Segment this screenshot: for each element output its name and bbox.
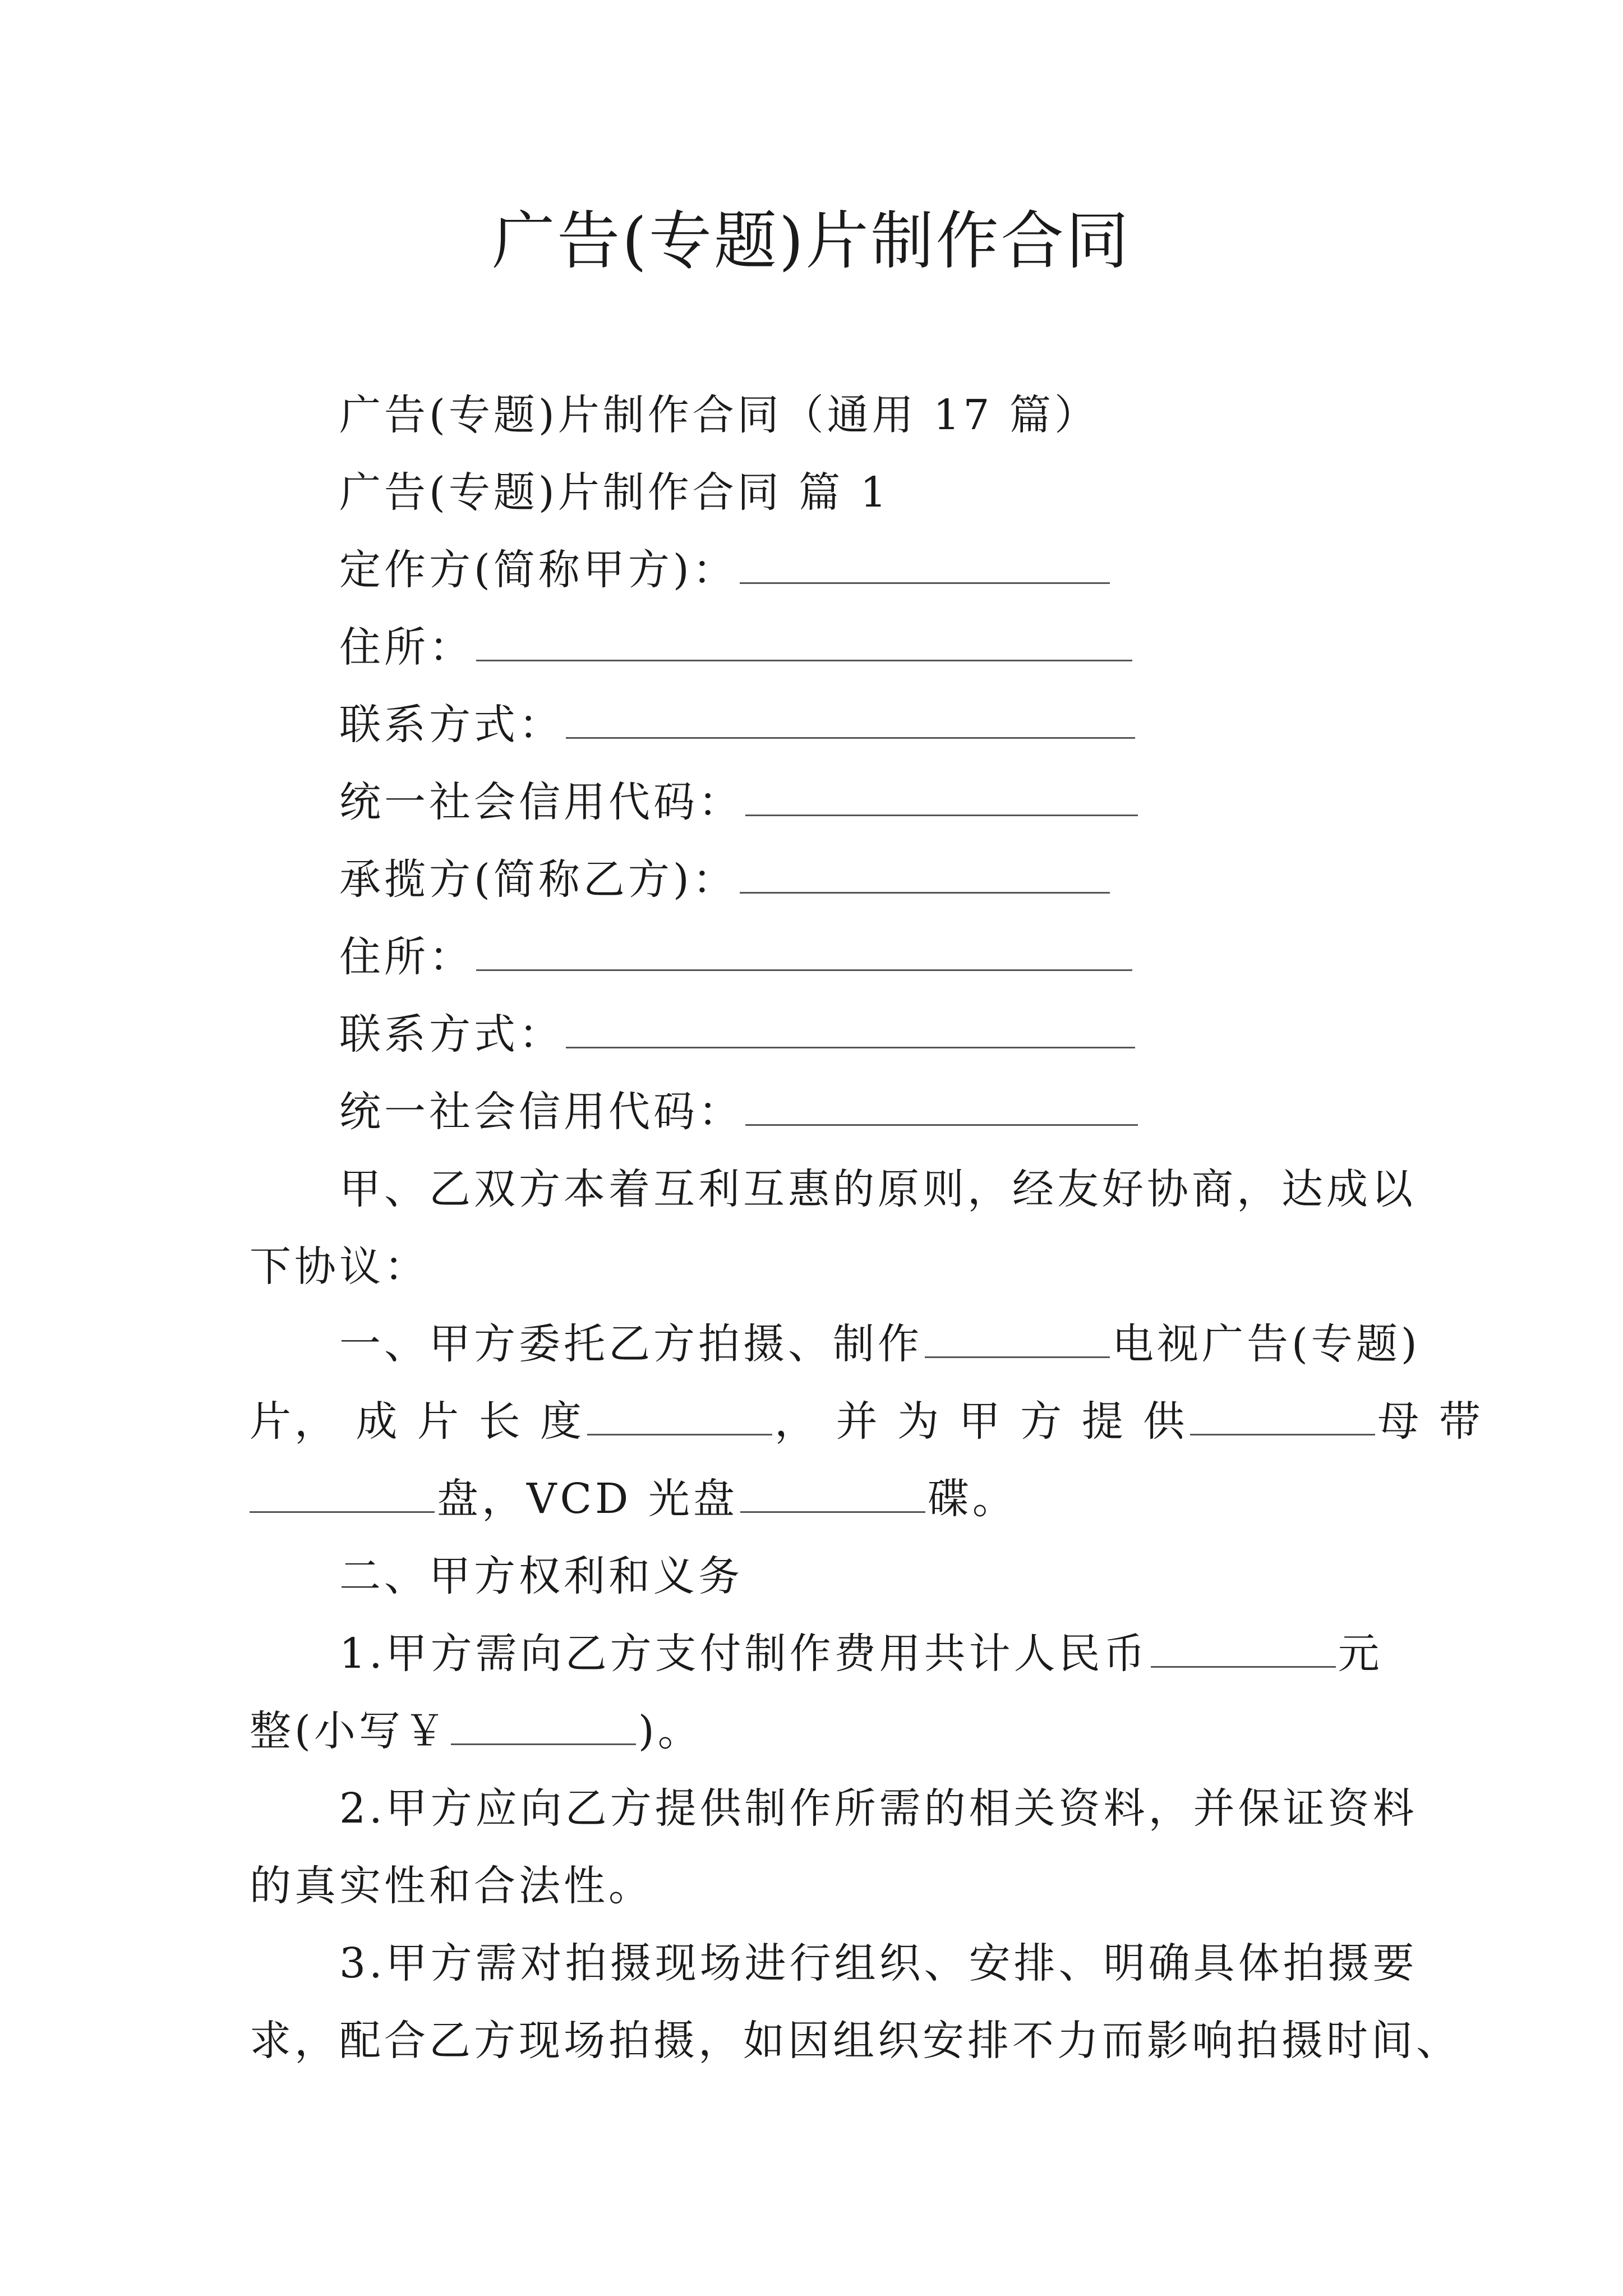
party-b-credit-code-label: 统一社会信用代码： bbox=[339, 1088, 743, 1136]
item-1-text-c: 整(小写￥ bbox=[250, 1707, 449, 1755]
party-a-name-label: 定作方(简称甲方)： bbox=[339, 546, 737, 594]
clause-1-text-d: ， 并 为 甲 方 提 供 bbox=[774, 1397, 1188, 1446]
clause-1-text-f: 盘，VCD 光盘 bbox=[437, 1475, 738, 1523]
section-heading: 广告(专题)片制作合同 篇 1 bbox=[339, 468, 890, 517]
party-a-name-blank bbox=[740, 547, 1110, 584]
clause-1-blank-master-tape bbox=[1190, 1399, 1375, 1435]
document-title: 广告(专题)片制作合同 bbox=[492, 205, 1131, 278]
party-a-name-row bbox=[339, 542, 1112, 598]
clause-2-heading: 二、甲方权利和义务 bbox=[339, 1552, 743, 1600]
clause-1-text-c: 片， 成 片 长 度 bbox=[250, 1397, 585, 1446]
party-b-contact-row bbox=[339, 1006, 1137, 1062]
item-3-line-1: 3.甲方需对拍摄现场进行组织、安排、明确具体拍摄要 bbox=[339, 1939, 1418, 1987]
item-2-line-2: 的真实性和合法性。 bbox=[250, 1862, 653, 1910]
item-2-line-1: 2.甲方应向乙方提供制作所需的相关资料，并保证资料 bbox=[339, 1784, 1418, 1833]
item-1-blank-amount bbox=[1151, 1631, 1336, 1668]
party-a-credit-code-row bbox=[339, 774, 1140, 830]
item-1-text-b: 元 bbox=[1338, 1630, 1383, 1678]
party-b-name-blank bbox=[740, 857, 1110, 894]
clause-1-text-a: 一、甲方委托乙方拍摄、制作 bbox=[339, 1320, 923, 1368]
party-a-credit-code-blank bbox=[745, 780, 1138, 816]
party-b-address-blank bbox=[476, 935, 1132, 971]
party-b-name-label: 承揽方(简称乙方)： bbox=[339, 855, 737, 904]
party-b-contact-blank bbox=[566, 1012, 1135, 1048]
clause-1-line-1 bbox=[339, 1316, 1421, 1372]
item-1-blank-amount-figure bbox=[451, 1709, 636, 1745]
clause-1-blank-length bbox=[587, 1399, 772, 1435]
party-b-address-label: 住所： bbox=[339, 933, 474, 981]
party-b-credit-code-row bbox=[339, 1084, 1140, 1140]
party-a-address-blank bbox=[476, 625, 1132, 661]
party-b-contact-label: 联系方式： bbox=[339, 1010, 564, 1059]
intro-line-2: 下协议： bbox=[250, 1243, 429, 1291]
clause-1-blank-film-name bbox=[925, 1322, 1110, 1358]
clause-1-blank-disc-count bbox=[250, 1476, 435, 1513]
clause-1-text-b: 电视广告(专题) bbox=[1112, 1320, 1421, 1368]
party-a-contact-row bbox=[339, 697, 1137, 753]
document-subtitle: 广告(专题)片制作合同（通用 17 篇） bbox=[339, 391, 1099, 439]
party-a-address-row bbox=[339, 619, 1135, 675]
party-b-address-row bbox=[339, 929, 1135, 985]
item-1-line-2 bbox=[250, 1703, 703, 1759]
party-b-name-row bbox=[339, 852, 1112, 908]
item-1-text-d: )。 bbox=[638, 1707, 703, 1755]
item-1-text-a: 1.甲方需向乙方支付制作费用共计人民币 bbox=[339, 1630, 1149, 1678]
party-a-credit-code-label: 统一社会信用代码： bbox=[339, 778, 743, 826]
clause-1-text-g: 碟。 bbox=[927, 1475, 1017, 1523]
intro-line-1: 甲、乙双方本着互利互惠的原则，经友好协商，达成以 bbox=[339, 1165, 1416, 1213]
party-a-address-label: 住所： bbox=[339, 623, 474, 671]
clause-1-blank-vcd-count bbox=[740, 1476, 925, 1513]
party-a-contact-blank bbox=[566, 702, 1135, 739]
clause-1-line-2 bbox=[250, 1393, 1484, 1450]
item-1-line-1 bbox=[339, 1626, 1383, 1682]
clause-1-text-e: 母 带 bbox=[1377, 1397, 1484, 1446]
item-3-line-2: 求，配合乙方现场拍摄，如因组织安排不力而影响拍摄时间、 bbox=[250, 2017, 1461, 2065]
clause-1-line-3 bbox=[250, 1471, 1017, 1527]
party-a-contact-label: 联系方式： bbox=[339, 701, 564, 749]
party-b-credit-code-blank bbox=[745, 1089, 1138, 1126]
